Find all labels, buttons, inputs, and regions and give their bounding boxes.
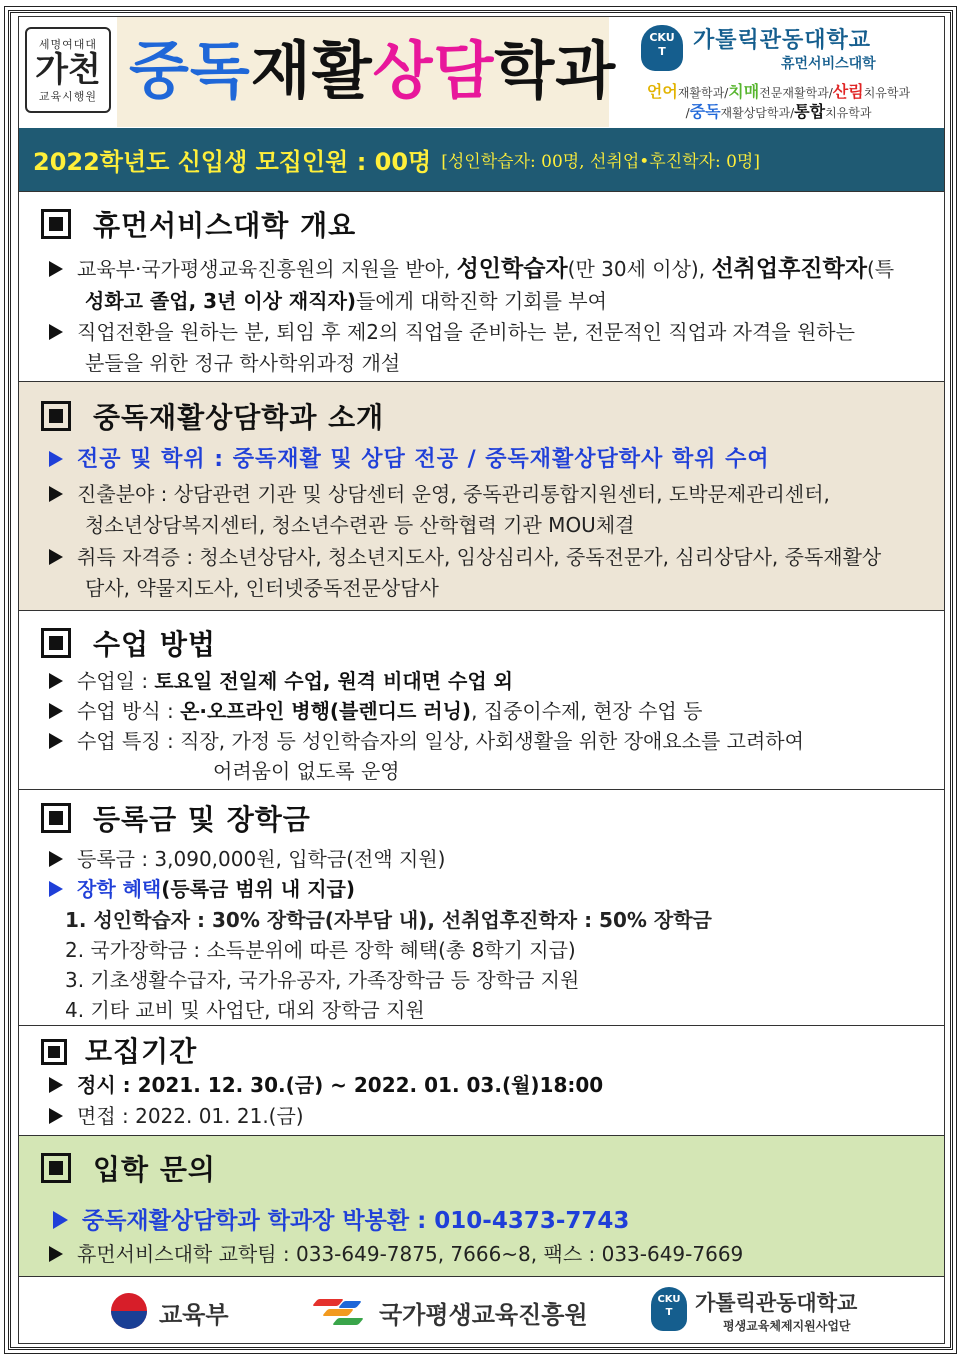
period-bullet-1: [49, 1070, 603, 1101]
period-title: 모집기간: [85, 1035, 198, 1068]
logo-line-3: 교육시행원: [38, 90, 98, 103]
tuition-title: 등록금 및 장학금: [93, 803, 311, 836]
contact-main-text: 중독재활상담학과 학과장 박봉환 : 010-4373-7743: [82, 1208, 630, 1234]
overview-b2-b: 분들을 위한 정규 학사학위과정 개설: [85, 351, 401, 375]
overview-b1-a: 교육부·국가평생교육진흥원의 지원을 받아,: [77, 257, 451, 281]
logo-line-2: 가천: [35, 50, 101, 90]
moe-name: 교육부: [159, 1301, 229, 1329]
section-title: [41, 1030, 197, 1070]
recruit-breakdown: [성인학습자: 00명, 선취업•후진학자: 0명]: [441, 152, 760, 172]
tuition-bullet-1: [49, 844, 445, 875]
method-b2-rest: , 집중이수제, 현장 수업 등: [471, 699, 703, 723]
dept-keyword: 산림: [832, 82, 864, 101]
university-block: [611, 17, 945, 127]
triangle-bullet-icon: [49, 486, 63, 502]
method-b2-value: 온·오프라인 병행(블렌디드 러닝): [180, 699, 472, 723]
overview-b1-b: 성인학습자: [456, 256, 568, 282]
intro-bullet-1-cont: [85, 510, 634, 541]
triangle-bullet-icon: [49, 673, 63, 689]
tuition-b2-b: (등록금 범위 내 지급): [161, 877, 355, 901]
overview-b1-c: (만 30세 이상),: [567, 257, 706, 281]
dept-keyword: 치매: [728, 82, 760, 101]
dept-rest: 치유학과: [863, 86, 911, 100]
tuition-bullet-2: [49, 874, 355, 905]
overview-b1-e: (특: [866, 257, 895, 281]
dept-rest: 치유학과: [825, 106, 872, 120]
intro-b2-b: 담사, 약물지도사, 인터넷중독전문상담사: [85, 576, 439, 600]
header: [19, 17, 945, 127]
intro-bullet-2: [49, 542, 881, 573]
flyer: [18, 16, 945, 1344]
section-title: [41, 623, 216, 663]
square-bullet-icon: [41, 209, 71, 239]
section-title: [41, 396, 384, 436]
contact-title: 입학 문의: [93, 1153, 216, 1186]
intro-b2-a: 취득 자격증 : 청소년상담사, 청소년지도사, 임상심리사, 중독전문가, 심리상담사, 중독재활상: [77, 545, 882, 569]
department-list-line-2: [611, 99, 945, 122]
recruit-banner: [19, 128, 945, 191]
contact-sub: [49, 1239, 743, 1270]
method-b1-value: 토요일 전일제 수업, 원격 비대면 수업 외: [154, 669, 513, 693]
dept-keyword: 통합: [794, 102, 826, 121]
method-b3-b: 어려움이 없도록 운영: [213, 759, 400, 783]
method-b2-label: 수업 방식 :: [77, 699, 174, 723]
tuition-b1: 등록금 : 3,090,000원, 입학금(전액 지원): [77, 847, 446, 871]
triangle-bullet-icon: [49, 1246, 63, 1262]
dept-rest: 재활상담학과/: [720, 106, 795, 120]
section-intro: [19, 381, 945, 610]
cku-badge-sub: T: [658, 45, 666, 58]
section-tuition: [19, 789, 945, 1025]
dept-separator: /: [685, 106, 690, 120]
section-title: [41, 1148, 216, 1188]
cku-badge-text: CKU: [649, 31, 675, 44]
intro-title: 중독재활상담학과 소개: [93, 401, 385, 434]
tuition-item-3: 3. 기초생활수급자, 국가유공자, 가족장학금 등 장학금 지원: [65, 968, 580, 992]
tuition-item-2: 2. 국가장학금 : 소득분위에 따른 장학 혜택(총 8학기 지급): [65, 938, 576, 962]
cku-footer-name: 가톨릭관동대학교: [695, 1291, 858, 1315]
cku-foot-badge-sub: T: [665, 1307, 673, 1318]
square-bullet-icon: [41, 401, 71, 431]
triangle-bullet-icon: [49, 1077, 63, 1093]
method-title: 수업 방법: [93, 628, 216, 661]
overview-b1-g: 들에게 대학진학 기회를 부여: [356, 289, 607, 313]
method-b3-a: 수업 특징 : 직장, 가정 등 성인학습자의 일상, 사회생활을 위한 장애요소를 고려하여: [77, 729, 804, 753]
overview-b2-a: 직업전환을 원하는 분, 퇴임 후 제2의 직업을 준비하는 분, 전문적인 직업과 자격을 원하는: [77, 320, 855, 344]
overview-bullet-1-cont: [85, 286, 607, 317]
intro-major: [49, 444, 770, 475]
square-bullet-icon: [41, 628, 71, 658]
recruit-count: 2022학년도 신입생 모집인원 : 00명: [33, 148, 432, 176]
contact-main: [53, 1202, 629, 1235]
logo-line-1: 세명여대대: [38, 38, 98, 51]
triangle-bullet-icon: [49, 1108, 63, 1124]
triangle-bullet-icon: [49, 324, 63, 340]
square-bullet-icon: [41, 1039, 67, 1065]
title-part-3: 상담: [372, 34, 495, 107]
section-title: [41, 204, 356, 244]
method-b1-label: 수업일 :: [77, 669, 149, 693]
dept-keyword: 중독: [689, 102, 721, 121]
cku-foot-badge: CKU: [657, 1294, 681, 1305]
title-part-4: 학과: [494, 34, 617, 107]
triangle-bullet-icon: [49, 881, 63, 897]
overview-bullet-1: [49, 254, 929, 285]
triangle-bullet-icon: [53, 1211, 68, 1229]
square-bullet-icon: [41, 803, 71, 833]
tuition-item-1: 1. 성인학습자 : 30% 장학금(자부담 내), 선취업후진학자 : 50% 장학금: [65, 908, 712, 932]
method-bullet-1: [49, 666, 513, 697]
triangle-bullet-icon: [49, 733, 63, 749]
contact-sub-text: 휴먼서비스대학 교학팀 : 033-649-7875, 7666~8, 팩스 : 033-649-7669: [77, 1242, 744, 1266]
tuition-item-4: 4. 기타 교비 및 사업단, 대외 장학금 지원: [65, 998, 425, 1022]
period-b1: 정시 : 2021. 12. 30.(금) ~ 2022. 01. 03.(월)18:00: [77, 1073, 604, 1097]
section-title: [41, 798, 311, 838]
overview-b1-f: 성화고 졸업, 3년 이상 재직자): [85, 289, 357, 313]
college-name: 휴먼서비스대학: [781, 56, 876, 72]
period-bullet-2: [49, 1101, 304, 1132]
overview-title: 휴먼서비스대학 개요: [93, 209, 357, 242]
moe-taegeuk-icon: [111, 1293, 147, 1329]
triangle-bullet-icon: [49, 703, 63, 719]
period-b2: 면접 : 2022. 01. 21.(금): [77, 1104, 304, 1128]
title-part-1: 중독: [129, 34, 251, 107]
section-period: [19, 1025, 945, 1135]
university-name: 가톨릭관동대학교: [693, 28, 872, 53]
method-bullet-3-cont: [213, 756, 400, 787]
tuition-b2-a: 장학 혜택: [77, 877, 162, 901]
intro-bullet-1: [49, 479, 830, 510]
triangle-bullet-icon: [49, 851, 63, 867]
square-bullet-icon: [41, 1153, 71, 1183]
nile-name: 국가평생교육진흥원: [379, 1301, 588, 1329]
dept-rest: 전문재활학과/: [759, 86, 833, 100]
triangle-bullet-icon: [49, 549, 63, 565]
page-title: [129, 29, 616, 113]
cku-shield-icon: [651, 1287, 687, 1331]
calligraphy-logo-icon: [25, 27, 111, 113]
section-method: [19, 610, 945, 789]
section-contact: [19, 1135, 945, 1276]
overview-b1-d: 선취업후진학자: [711, 256, 867, 282]
overview-bullet-2-cont: [85, 348, 400, 379]
intro-major-text: 전공 및 학위 : 중독재활 및 상담 전공 / 중독재활상담학사 학위 수여: [77, 447, 770, 472]
nile-stripes-icon: [311, 1297, 371, 1327]
footer-logos: [19, 1276, 945, 1344]
intro-bullet-2-cont: [85, 573, 439, 604]
overview-bullet-2: [49, 317, 929, 348]
cku-footer-sub: 평생교육체제지원사업단: [723, 1319, 851, 1333]
method-bullet-3: [49, 726, 804, 757]
section-overview: [19, 191, 945, 381]
triangle-bullet-icon: [49, 261, 63, 277]
method-bullet-2: [49, 696, 702, 727]
intro-b1-b: 청소년상담복지센터, 청소년수련관 등 산학협력 기관 MOU체결: [85, 513, 635, 537]
title-part-2: 재활: [250, 34, 373, 107]
intro-b1-a: 진출분야 : 상담관련 기관 및 상담센터 운영, 중독관리통합지원센터, 도박문제관리센터,: [77, 482, 830, 506]
dept-rest: 재활학과/: [677, 86, 729, 100]
dept-keyword: 언어: [646, 82, 678, 101]
cku-shield-icon: [641, 25, 683, 71]
triangle-bullet-icon: [49, 451, 63, 467]
